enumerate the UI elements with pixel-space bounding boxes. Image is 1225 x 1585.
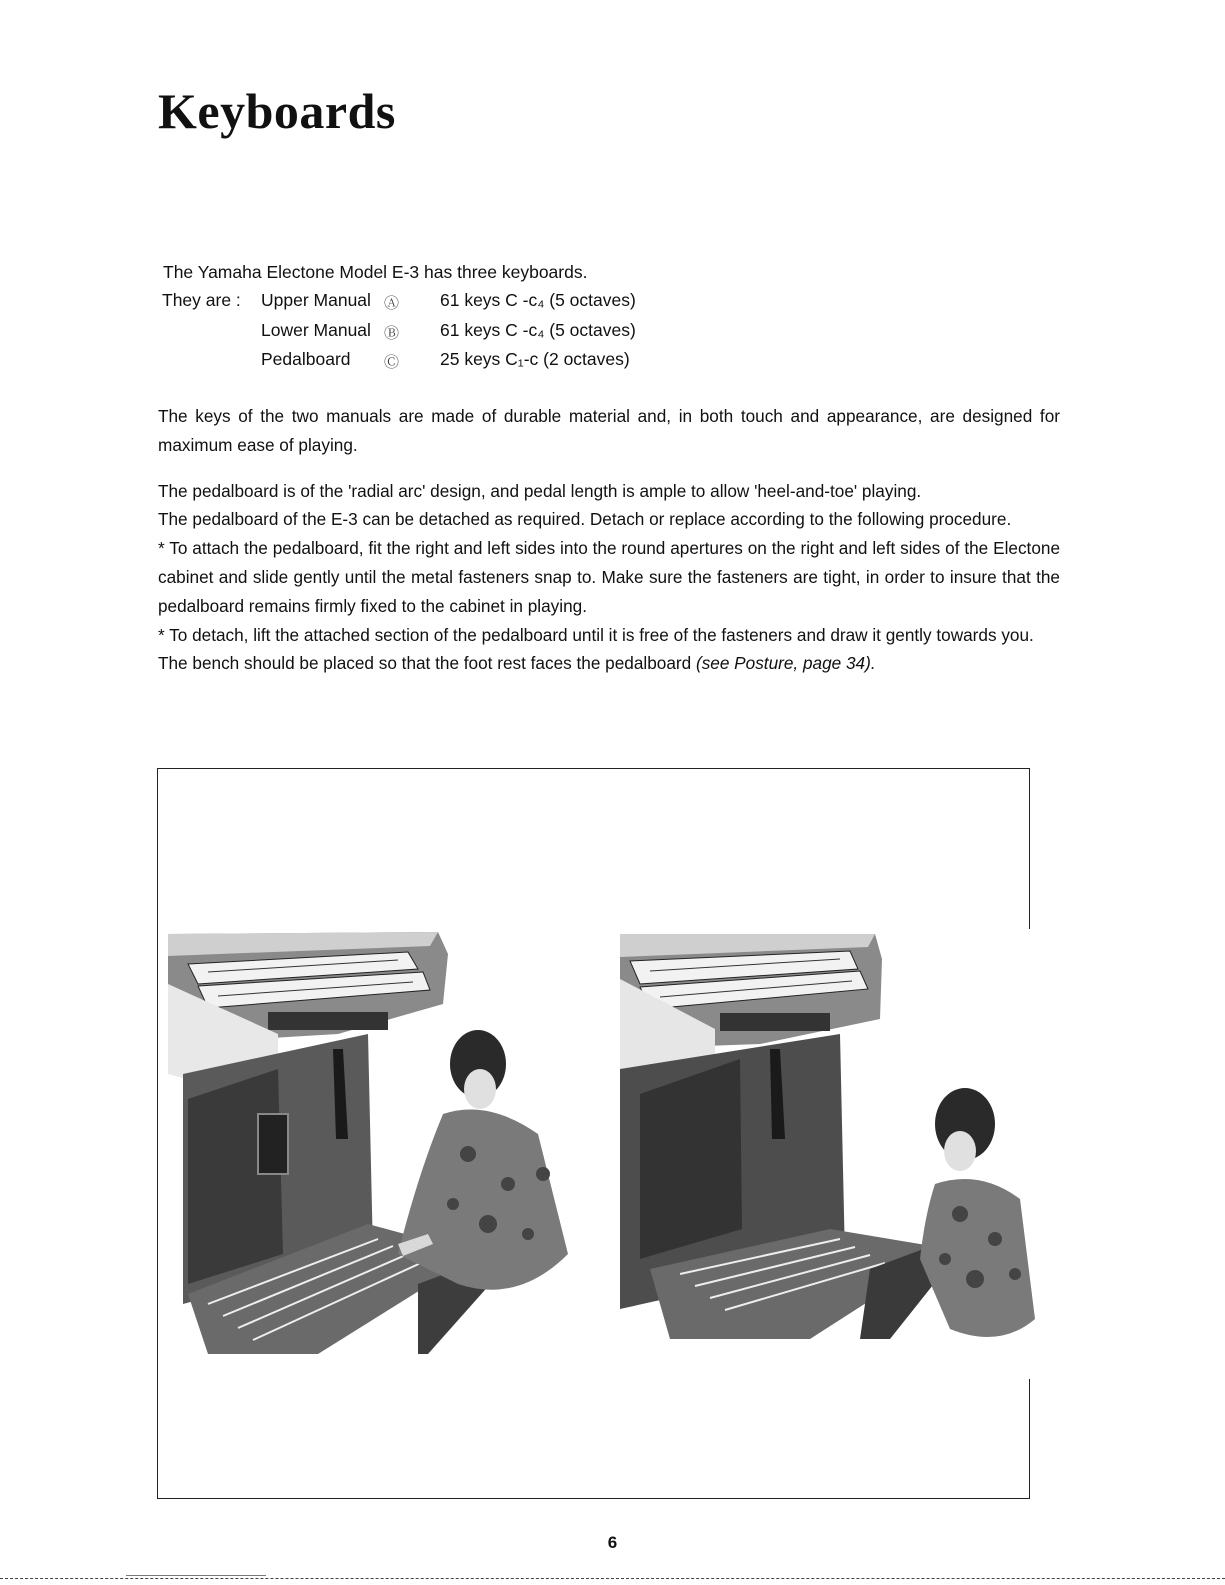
- intro-text: The Yamaha Electone Model E-3 has three keyboards.: [163, 262, 588, 282]
- keyboard-spec: 61 keys C -c₄ (5 octaves): [440, 319, 636, 340]
- paragraph-pedalboard-design: The pedalboard is of the 'radial arc' design, and pedal length is ample to allow 'heel-and-toe' playing.: [158, 480, 922, 501]
- bottom-link-underline: [126, 1575, 266, 1576]
- paragraph-detach-procedure: * To detach, lift the attached section of the pedalboard until it is free of the fasteners and draw it gently towards you.: [158, 624, 1034, 645]
- bottom-divider: [0, 1578, 1225, 1579]
- keyboard-spec: 25 keys C₁-c (2 octaves): [440, 349, 630, 369]
- keyboard-spec: 61 keys C -c₄ (5 octaves): [440, 290, 636, 310]
- keyboard-name: Pedalboard: [261, 349, 351, 369]
- paragraph-bench-placement: [158, 649, 1060, 678]
- keyboard-marker: Ⓒ: [384, 354, 400, 371]
- paragraph-detach-intro: The pedalboard of the E-3 can be detached as required. Detach or replace according to the following procedure.: [158, 509, 1012, 530]
- page-title: Keyboards: [158, 83, 396, 139]
- keyboard-name: Lower Manual: [261, 319, 371, 340]
- photo-detach-pedalboard: [620, 929, 1040, 1379]
- keyboard-marker: Ⓐ: [384, 295, 400, 312]
- bench-placement-text: The bench should be placed so that the foot rest faces the pedalboard: [158, 653, 696, 674]
- body-text: [158, 402, 1060, 678]
- paragraph-attach-procedure: * To attach the pedalboard, fit the right and left sides into the round apertures on the right and left sides of the Electone cabinet and slide gently until the metal fasteners snap to. Make sure the fasteners are tight, in order to insure that the pedalboard remains firmly fixed to the cabinet in playing.: [158, 538, 1060, 616]
- keyboard-list-lead: They are :: [162, 290, 241, 310]
- keyboard-marker: Ⓑ: [384, 324, 400, 342]
- paragraph-manual-keys: The keys of the two manuals are made of durable material and, in both touch and appearance, are designed for maximum ease of playing.: [158, 406, 1060, 455]
- photo-frame: [157, 768, 1030, 1499]
- posture-page-reference: (see Posture, page 34).: [695, 653, 876, 674]
- photo-attach-pedalboard: [168, 924, 608, 1374]
- keyboard-name: Upper Manual: [261, 290, 371, 310]
- page-number: 6: [607, 1533, 618, 1552]
